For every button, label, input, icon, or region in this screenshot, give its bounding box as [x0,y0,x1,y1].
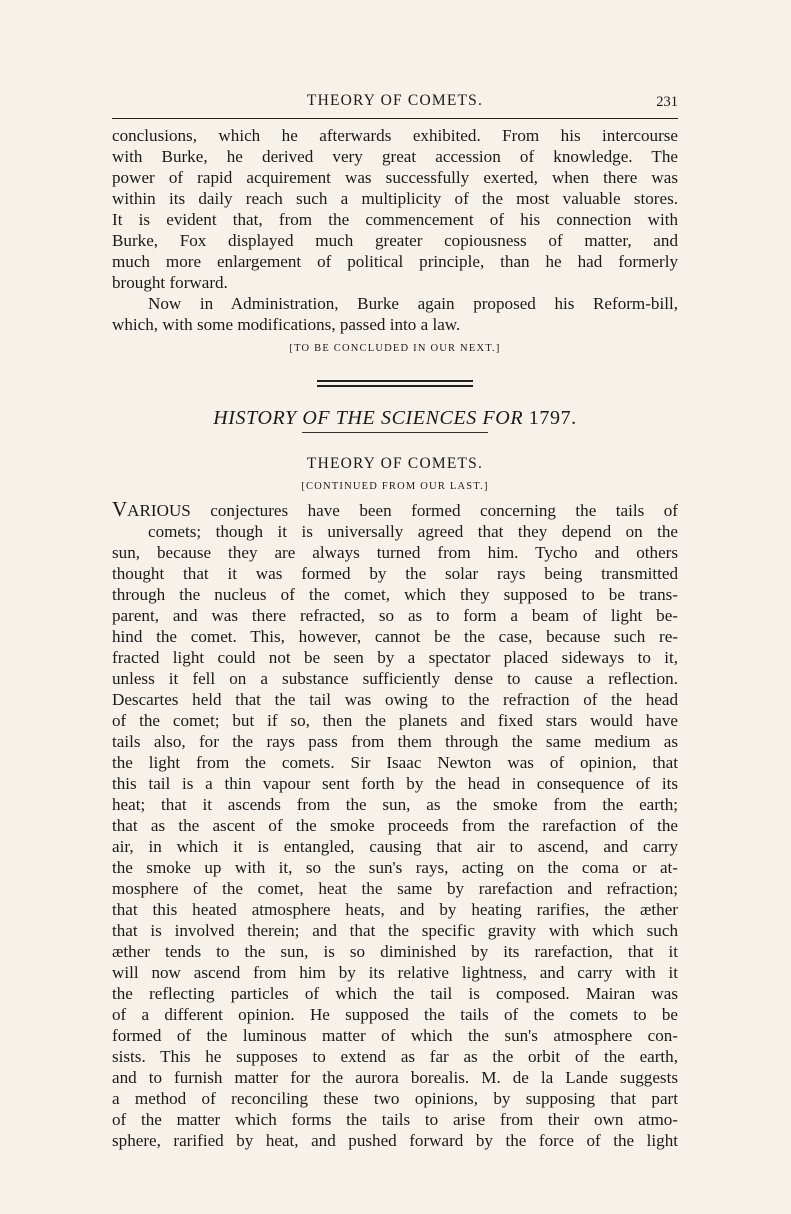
body-text [112,497,678,1151]
text-line: the smoke up with it, so the sun's rays, acting on the coma or at- [112,858,678,877]
second-paragraph [112,293,678,335]
text-line: of the comet; but if so, then the planets and fixed stars would have [112,711,678,730]
text-line: that is involved therein; and that the specific gravity with which such [112,921,678,940]
page-number: 231 [656,94,678,110]
text-line: unless it fell on a substance sufficiently dense to cause a reflection. [112,669,678,688]
section-divider [317,380,473,387]
text-line: air, in which it is entangled, causing that air to ascend, and carry [112,837,678,856]
text-line: which, with some modifications, passed into a law. [112,315,461,334]
text-line: within its daily reach such a multiplicity of the most valuable stores. [112,189,678,208]
text-line: tails also, for the rays pass from them through the same medium as [112,732,678,751]
continued-note: [CONTINUED FROM OUR LAST.] [301,481,489,492]
text-line: hind the comet. This, however, cannot be the case, because such re- [112,627,678,646]
text-line: formed of the luminous matter of which the sun's atmosphere con- [112,1026,678,1045]
history-heading-main: HISTORY OF THE SCIENCES FOR [213,407,524,429]
heading-underline [302,432,488,433]
text-line: mosphere of the comet, heat the same by rarefaction and refraction; [112,879,678,898]
text-line: Descartes held that the tail was owing to the refraction of the head [112,690,678,709]
first-line-rest: ARIOUS conjectures have been formed concerning the tails of [127,501,678,520]
text-line: that this heated atmosphere heats, and by heating rarifies, the æther [112,900,678,919]
text-line: heat; that it ascends from the sun, as the smoke from the earth; [112,795,678,814]
text-line: æther tends to the sun, is so diminished by its rarefaction, that it [112,942,678,961]
page [112,86,678,1151]
text-line: the reflecting particles of which the tail is composed. Mairan was [112,984,678,1003]
text-line: power of rapid acquirement was successfully exerted, when there was [112,168,678,187]
history-heading [112,407,678,430]
text-line: conclusions, which he afterwards exhibited. From his intercourse [112,126,678,145]
top-paragraph [112,125,678,293]
text-line: parent, and was there refracted, so as to form a beam of light be- [112,606,678,625]
text-line: with Burke, he derived very great accession of knowledge. The [112,147,678,166]
text-line: and to furnish matter for the aurora borealis. M. de la Lande suggests [112,1068,678,1087]
text-line: sphere, rarified by heat, and pushed forward by the force of the light [112,1131,678,1150]
text-line: sists. This he supposes to extend as far as the orbit of the earth, [112,1047,678,1066]
text-line-first [112,497,678,521]
to-be-concluded-note: [TO BE CONCLUDED IN OUR NEXT.] [289,343,501,354]
text-line: fracted light could not be seen by a spectator placed sideways to it, [112,648,678,667]
text-line: much more enlargement of political principle, than he had formerly [112,252,678,271]
text-line: Burke, Fox displayed much greater copiousness of matter, and [112,231,678,250]
text-line: that as the ascent of the smoke proceeds from the rarefaction of the [112,816,678,835]
text-line: of the matter which forms the tails to arise from their own atmo- [112,1110,678,1129]
running-title: THEORY OF COMETS. [306,92,484,109]
text-line: will now ascend from him by its relative lightness, and carry with it [112,963,678,982]
drop-cap: V [112,497,128,521]
text-line: of a different opinion. He supposed the tails of the comets to be [112,1005,678,1024]
section-title: THEORY OF COMETS. [306,455,484,472]
text-line: comets; though it is universally agreed that they depend on the [148,522,678,541]
text-line: Now in Administration, Burke again proposed his Reform-bill, [148,294,678,313]
text-line: sun, because they are always turned from him. Tycho and others [112,543,678,562]
text-line: thought that it was formed by the solar rays being transmitted [112,564,678,583]
running-head [112,86,678,116]
text-line: the light from the comets. Sir Isaac Newton was of opinion, that [112,753,678,772]
text-line: through the nucleus of the comet, which they supposed to be trans- [112,585,678,604]
history-heading-year: 1797. [528,407,577,429]
text-line: It is evident that, from the commencement of his connection with [112,210,678,229]
text-line: a method of reconciling these two opinions, by supposing that part [112,1089,678,1108]
text-line: this tail is a thin vapour sent forth by the head in consequence of its [112,774,678,793]
header-rule [112,118,678,119]
text-line: brought forward. [112,273,228,292]
